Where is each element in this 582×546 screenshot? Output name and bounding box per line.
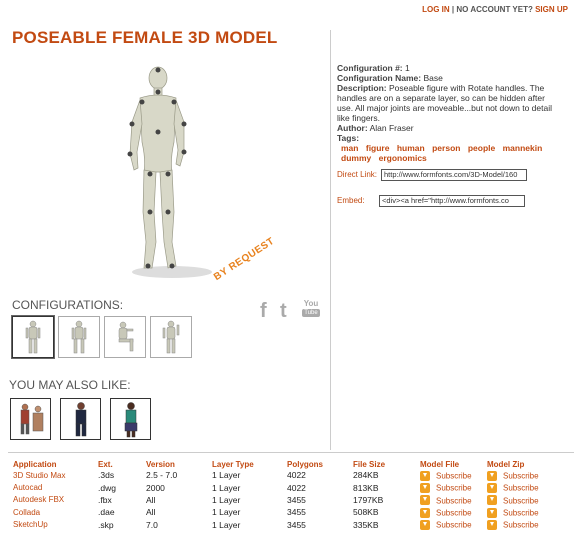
model-file-cell[interactable] (420, 494, 487, 506)
column-header: Polygons (287, 459, 324, 469)
download-icon[interactable] (487, 483, 497, 493)
auth-separator: | (451, 5, 455, 14)
polygons: 3455 (287, 519, 306, 530)
twitter-icon[interactable]: t (280, 300, 287, 322)
also-like-heading: YOU MAY ALSO LIKE: (9, 378, 131, 392)
direct-link-label: Direct Link: (337, 170, 378, 179)
tag-link[interactable]: mannekin (502, 143, 543, 153)
version: All (146, 507, 156, 518)
horizontal-divider (8, 452, 574, 453)
file-size: 335KB (353, 519, 379, 530)
layer-type: 1 Layer (212, 507, 241, 518)
configurations-heading: CONFIGURATIONS: (12, 298, 124, 312)
youtube-icon[interactable] (302, 300, 320, 317)
subscribe-link[interactable]: Subscribe (436, 471, 472, 481)
subscribe-link[interactable]: Subscribe (436, 520, 472, 530)
configuration-thumb[interactable] (58, 316, 100, 358)
subscribe-link[interactable]: Subscribe (503, 508, 539, 518)
embed-label: Embed: (337, 196, 365, 205)
app-name: Autocad (13, 483, 43, 493)
signup-link[interactable]: SIGN UP (535, 5, 568, 14)
column-header: Layer Type (212, 459, 254, 469)
download-icon[interactable] (487, 508, 497, 518)
related-model-thumb[interactable] (60, 398, 101, 440)
page-title: POSEABLE FEMALE 3D MODEL (12, 28, 278, 47)
subscribe-link[interactable]: Subscribe (503, 483, 539, 493)
description-label: Description: (337, 83, 387, 93)
file-size: 813KB (353, 482, 379, 493)
login-link[interactable]: LOG IN (422, 5, 450, 14)
model-zip-cell[interactable] (487, 506, 551, 518)
download-icon[interactable] (420, 471, 430, 481)
facebook-icon[interactable]: f (260, 300, 267, 322)
auth-bar (422, 5, 568, 14)
version: 2.5 - 7.0 (146, 470, 178, 481)
layer-type: 1 Layer (212, 494, 241, 505)
related-model-thumb[interactable] (10, 398, 51, 440)
tag-link[interactable]: human (396, 143, 425, 153)
column-header: Version (146, 459, 175, 469)
polygons: 4022 (287, 482, 306, 493)
youtube-top-text: You (303, 299, 319, 308)
configuration-thumb[interactable] (104, 316, 146, 358)
download-icon[interactable] (487, 495, 497, 505)
model-zip-cell[interactable] (487, 481, 551, 493)
no-account-text: NO ACCOUNT YET? (456, 5, 533, 14)
configuration-thumb[interactable] (12, 316, 54, 358)
author-label: Author: (337, 123, 368, 133)
config-name-label: Configuration Name: (337, 73, 422, 83)
config-number: 1 (405, 63, 410, 73)
version: 7.0 (146, 519, 158, 530)
subscribe-link[interactable]: Subscribe (436, 508, 472, 518)
embed-code-field[interactable]: <div><a href="http://www.formfonts.co (379, 195, 525, 207)
layer-type: 1 Layer (212, 470, 241, 481)
tag-link[interactable]: dummy (341, 153, 372, 163)
info-panel (337, 63, 562, 207)
file-ext: .skp (98, 519, 114, 530)
tag-link[interactable]: person (432, 143, 461, 153)
tags-list (337, 143, 562, 163)
app-name: Autodesk FBX (13, 495, 65, 505)
polygons: 3455 (287, 507, 306, 518)
layer-type: 1 Layer (212, 519, 241, 530)
subscribe-link[interactable]: Subscribe (503, 520, 539, 530)
download-icon[interactable] (420, 508, 430, 518)
model-file-cell[interactable] (420, 506, 487, 518)
tag-link[interactable]: ergonomics (378, 153, 427, 163)
tags-label: Tags: (337, 133, 360, 143)
version: 2000 (146, 482, 165, 493)
column-header: Model File (420, 459, 460, 469)
tag-link[interactable]: figure (365, 143, 390, 153)
vertical-divider (330, 30, 331, 450)
file-formats-table (13, 459, 551, 531)
file-ext: .dwg (98, 482, 116, 493)
download-icon[interactable] (487, 520, 497, 530)
polygons: 4022 (287, 470, 306, 481)
file-size: 508KB (353, 507, 379, 518)
table-row (13, 481, 551, 493)
file-ext: .fbx (98, 494, 112, 505)
config-name: Base (423, 73, 443, 83)
direct-link-field[interactable]: http://www.formfonts.com/3D-Model/160 (381, 169, 527, 181)
related-model-thumb[interactable] (110, 398, 151, 440)
subscribe-link[interactable]: Subscribe (436, 495, 472, 505)
download-icon[interactable] (420, 495, 430, 505)
download-icon[interactable] (420, 520, 430, 530)
subscribe-link[interactable]: Subscribe (503, 471, 539, 481)
youtube-bottom-text: Tube (302, 309, 320, 317)
configuration-thumb[interactable] (150, 316, 192, 358)
tag-link[interactable]: man (341, 143, 359, 153)
social-icons (260, 300, 320, 322)
model-file-cell[interactable] (420, 519, 487, 531)
file-size: 1797KB (353, 494, 384, 505)
subscribe-link[interactable]: Subscribe (503, 495, 539, 505)
app-name: Collada (13, 507, 41, 517)
app-name: 3D Studio Max (13, 470, 66, 480)
model-file-cell[interactable] (420, 481, 487, 493)
app-name: SketchUp (13, 520, 48, 530)
table-row (13, 506, 551, 518)
download-icon[interactable] (487, 471, 497, 481)
author-name: Alan Fraser (369, 123, 414, 133)
layer-type: 1 Layer (212, 482, 241, 493)
column-header: File Size (353, 459, 386, 469)
version: All (146, 494, 156, 505)
column-header: Application (13, 459, 57, 469)
by-request-watermark: BY REQUEST (212, 235, 277, 283)
file-size: 284KB (353, 470, 379, 481)
description-text: Poseable figure with Rotate handles. The handles are on a separate layer, so can be hidden after use. All major joints are moveable...but not down to detail like fingers. (337, 83, 552, 123)
model-preview-image[interactable] (110, 62, 220, 282)
download-icon[interactable] (420, 483, 430, 493)
file-ext: .3ds (98, 470, 115, 481)
table-row (13, 469, 551, 481)
subscribe-link[interactable]: Subscribe (436, 483, 472, 493)
model-zip-cell[interactable] (487, 519, 551, 531)
model-zip-cell[interactable] (487, 469, 551, 481)
column-header: Model Zip (487, 459, 525, 469)
model-file-cell[interactable] (420, 469, 487, 481)
polygons: 3455 (287, 494, 306, 505)
model-zip-cell[interactable] (487, 494, 551, 506)
file-ext: .dae (98, 507, 115, 518)
config-number-label: Configuration #: (337, 63, 403, 73)
column-header: Ext. (98, 459, 113, 469)
table-row (13, 519, 551, 531)
table-row (13, 494, 551, 506)
table-header-row (13, 459, 551, 469)
tag-link[interactable]: people (467, 143, 496, 153)
